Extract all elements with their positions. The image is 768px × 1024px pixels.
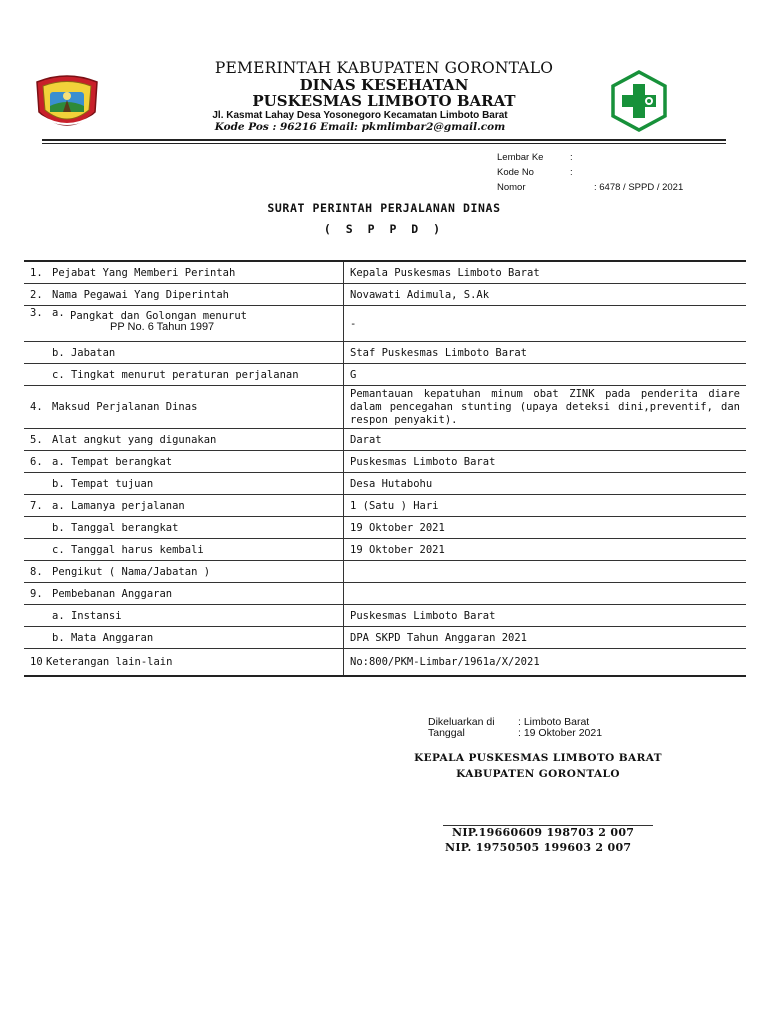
row-value: 19 Oktober 2021 <box>344 517 747 539</box>
document-title: SURAT PERINTAH PERJALANAN DINAS <box>267 201 501 215</box>
issued-date-value: : 19 Oktober 2021 <box>518 727 603 739</box>
table-row <box>24 386 746 429</box>
row-value: Kepala Puskesmas Limboto Barat <box>344 261 747 284</box>
table-row <box>24 649 746 677</box>
table-row <box>24 451 746 473</box>
row-sub-letter: a. <box>52 307 65 319</box>
row-label: a. Instansi <box>52 609 122 622</box>
row-label: a. Tempat berangkat <box>52 455 173 468</box>
row-label: c. Tingkat menurut peraturan perjalanan <box>52 368 299 381</box>
row-label: Alat angkut yang digunakan <box>52 433 217 446</box>
row-value <box>344 561 747 583</box>
row-label-continued: PP No. 6 Tahun 1997 <box>110 321 215 333</box>
row-value: G <box>344 364 747 386</box>
table-row <box>24 561 746 583</box>
row-value: No:800/PKM-Limbar/1961a/X/2021 <box>344 649 747 677</box>
row-value: 1 (Satu ) Hari <box>344 495 747 517</box>
issued-place-label: Dikeluarkan di <box>428 716 495 728</box>
table-row <box>24 364 746 386</box>
row-label: Pengikut ( Nama/Jabatan ) <box>52 565 211 578</box>
row-value: Darat <box>344 429 747 451</box>
row-label: b. Tempat tujuan <box>52 477 154 490</box>
meta-lembar-sep: : <box>570 152 573 163</box>
header-address: Jl. Kasmat Lahay Desa Yosonegoro Kecamatan Limboto Barat <box>212 110 508 121</box>
header-contact: Kode Pos : 96216 Email: pkmlimbar2@gmail.com <box>214 121 506 133</box>
table-row <box>24 627 746 649</box>
signatory-nip-1: NIP.19660609 198703 2 007 <box>452 826 635 839</box>
row-label: a. Lamanya perjalanan <box>52 499 185 512</box>
row-value: DPA SKPD Tahun Anggaran 2021 <box>344 627 747 649</box>
row-number: 4. <box>30 401 43 413</box>
table-row <box>24 306 746 342</box>
issued-date-label: Tanggal <box>428 727 465 739</box>
table-row <box>24 495 746 517</box>
header-line-3: PUSKESMAS LIMBOTO BARAT <box>252 92 516 110</box>
header-divider-thick <box>42 139 726 141</box>
row-number: 8. <box>30 565 43 578</box>
table-row <box>24 605 746 627</box>
row-number: 10 <box>30 656 43 668</box>
sppd-table <box>24 260 746 677</box>
issued-place-value: : Limboto Barat <box>518 716 590 728</box>
header-line-2: DINAS KESEHATAN <box>299 76 469 94</box>
row-number: 1. <box>30 266 43 279</box>
issued-block <box>428 716 668 742</box>
row-number: 3. <box>30 307 43 319</box>
table-row <box>24 429 746 451</box>
row-label: c. Tanggal harus kembali <box>52 543 204 556</box>
row-value: Desa Hutabohu <box>344 473 747 495</box>
table-row <box>24 342 746 364</box>
row-label: b. Tanggal berangkat <box>52 521 179 534</box>
table-row <box>24 517 746 539</box>
table-row <box>24 583 746 605</box>
header-divider-thin <box>42 143 726 144</box>
meta-lembar-label: Lembar Ke <box>497 152 544 163</box>
row-value: Staf Puskesmas Limboto Barat <box>344 342 747 364</box>
table-row <box>24 539 746 561</box>
row-label: Nama Pegawai Yang Diperintah <box>52 288 230 301</box>
row-label: Keterangan lain-lain <box>46 656 173 668</box>
row-number: 2. <box>30 288 43 301</box>
row-value: Puskesmas Limboto Barat <box>344 605 747 627</box>
row-number: 9. <box>30 587 43 600</box>
signatory-office: KABUPATEN GORONTALO <box>456 768 620 780</box>
row-number: 5. <box>30 433 43 446</box>
row-value: 19 Oktober 2021 <box>344 539 747 561</box>
document-meta <box>497 152 727 200</box>
row-label: Maksud Perjalanan Dinas <box>52 401 198 413</box>
row-value: - <box>344 306 747 342</box>
table-row <box>24 261 746 284</box>
meta-nomor-label: Nomor <box>497 182 526 193</box>
meta-nomor-value: : 6478 / SPPD / 2021 <box>594 182 684 193</box>
row-label: b. Mata Anggaran <box>52 631 154 644</box>
row-value: Novawati Adimula, S.Ak <box>344 284 747 306</box>
table-row <box>24 284 746 306</box>
table-row <box>24 473 746 495</box>
row-number: 6. <box>30 455 43 468</box>
row-number: 7. <box>30 499 43 512</box>
row-label: Pangkat dan Golongan menurut <box>70 310 248 322</box>
row-label: Pejabat Yang Memberi Perintah <box>52 266 236 279</box>
row-label: b. Jabatan <box>52 346 116 359</box>
signatory-title: KEPALA PUSKESMAS LIMBOTO BARAT <box>414 752 662 764</box>
row-value: Puskesmas Limboto Barat <box>344 451 747 473</box>
meta-kode-sep: : <box>570 167 573 178</box>
row-value: Pemantauan kepatuhan minum obat ZINK pada penderita diare dalam pencegahan stunting (upaya deteksi dini,preventif, dan respon penyakit). <box>344 386 747 429</box>
meta-kode-label: Kode No <box>497 167 534 178</box>
header-line-1: PEMERINTAH KABUPATEN GORONTALO <box>214 59 554 77</box>
row-label: Pembebanan Anggaran <box>52 587 173 600</box>
row-value <box>344 583 747 605</box>
document-subtitle: ( S P P D ) <box>323 222 445 236</box>
signatory-nip-2: NIP. 19750505 199603 2 007 <box>445 841 632 854</box>
